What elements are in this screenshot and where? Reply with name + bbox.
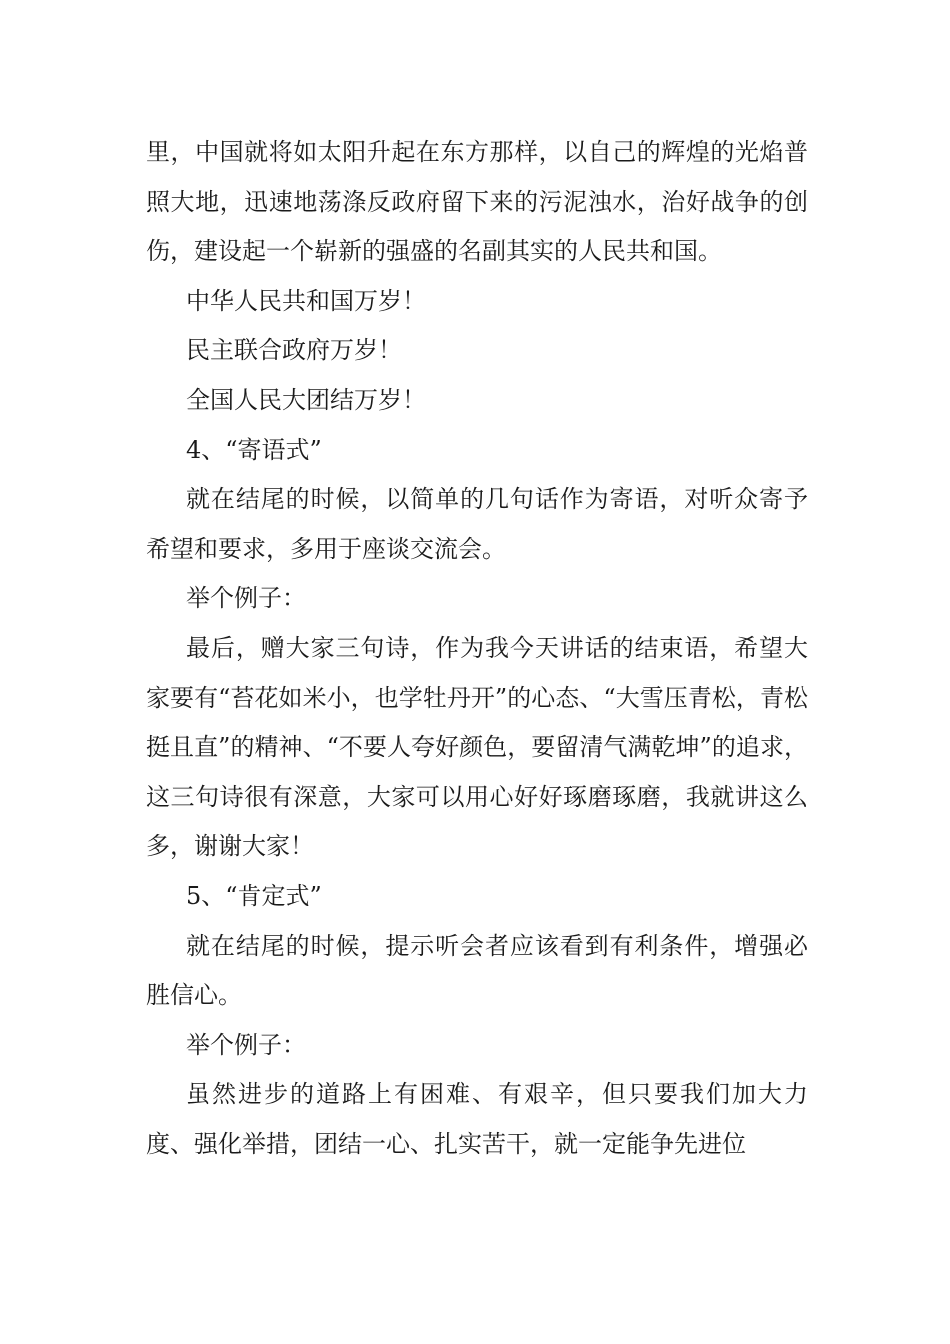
paragraph-slogan-3: 全国人民大团结万岁！ [186, 385, 426, 414]
paragraph-example-label-4: 举个例子： [186, 584, 306, 613]
paragraph-example-4: 最后，赠大家三句诗，作为我今天讲话的结束语，希望大家要有“苔花如米小，也学牡丹开”的心态、“大雪压青松，青松挺且直”的精神、“不要人夸好颜色，要留清气满乾坤”的追求，这三句诗很有深意，大家可以用心好好琢磨琢磨，我就讲这么多，谢谢大家！ [146, 633, 808, 861]
paragraph-description-4: 就在结尾的时候，以简单的几句话作为寄语，对听众寄予希望和要求，多用于座谈交流会。 [146, 485, 808, 563]
paragraph-example-label-5: 举个例子： [186, 1030, 306, 1059]
paragraph-description-5: 就在结尾的时候，提示听会者应该看到有利条件，增强必胜信心。 [146, 931, 808, 1010]
paragraph-slogan-2: 民主联合政府万岁！ [186, 336, 402, 365]
paragraph-continuation: 里，中国就将如太阳升起在东方那样，以自己的辉煌的光焰普照大地，迅速地荡涤反政府留下来的污泥浊水，治好战争的创伤，建设起一个崭新的强盛的名副其实的人民共和国。 [146, 138, 808, 266]
paragraph-example-5: 虽然进步的道路上有困难、有艰辛，但只要我们加大力度、强化举措，团结一心、扎实苦干，就一定能争先进位 [146, 1080, 808, 1158]
section-heading-4: 4、“寄语式” [186, 435, 322, 464]
section-heading-5: 5、“肯定式” [186, 881, 322, 910]
document-page [146, 128, 808, 1169]
paragraph-slogan-1: 中华人民共和国万岁！ [186, 286, 426, 315]
